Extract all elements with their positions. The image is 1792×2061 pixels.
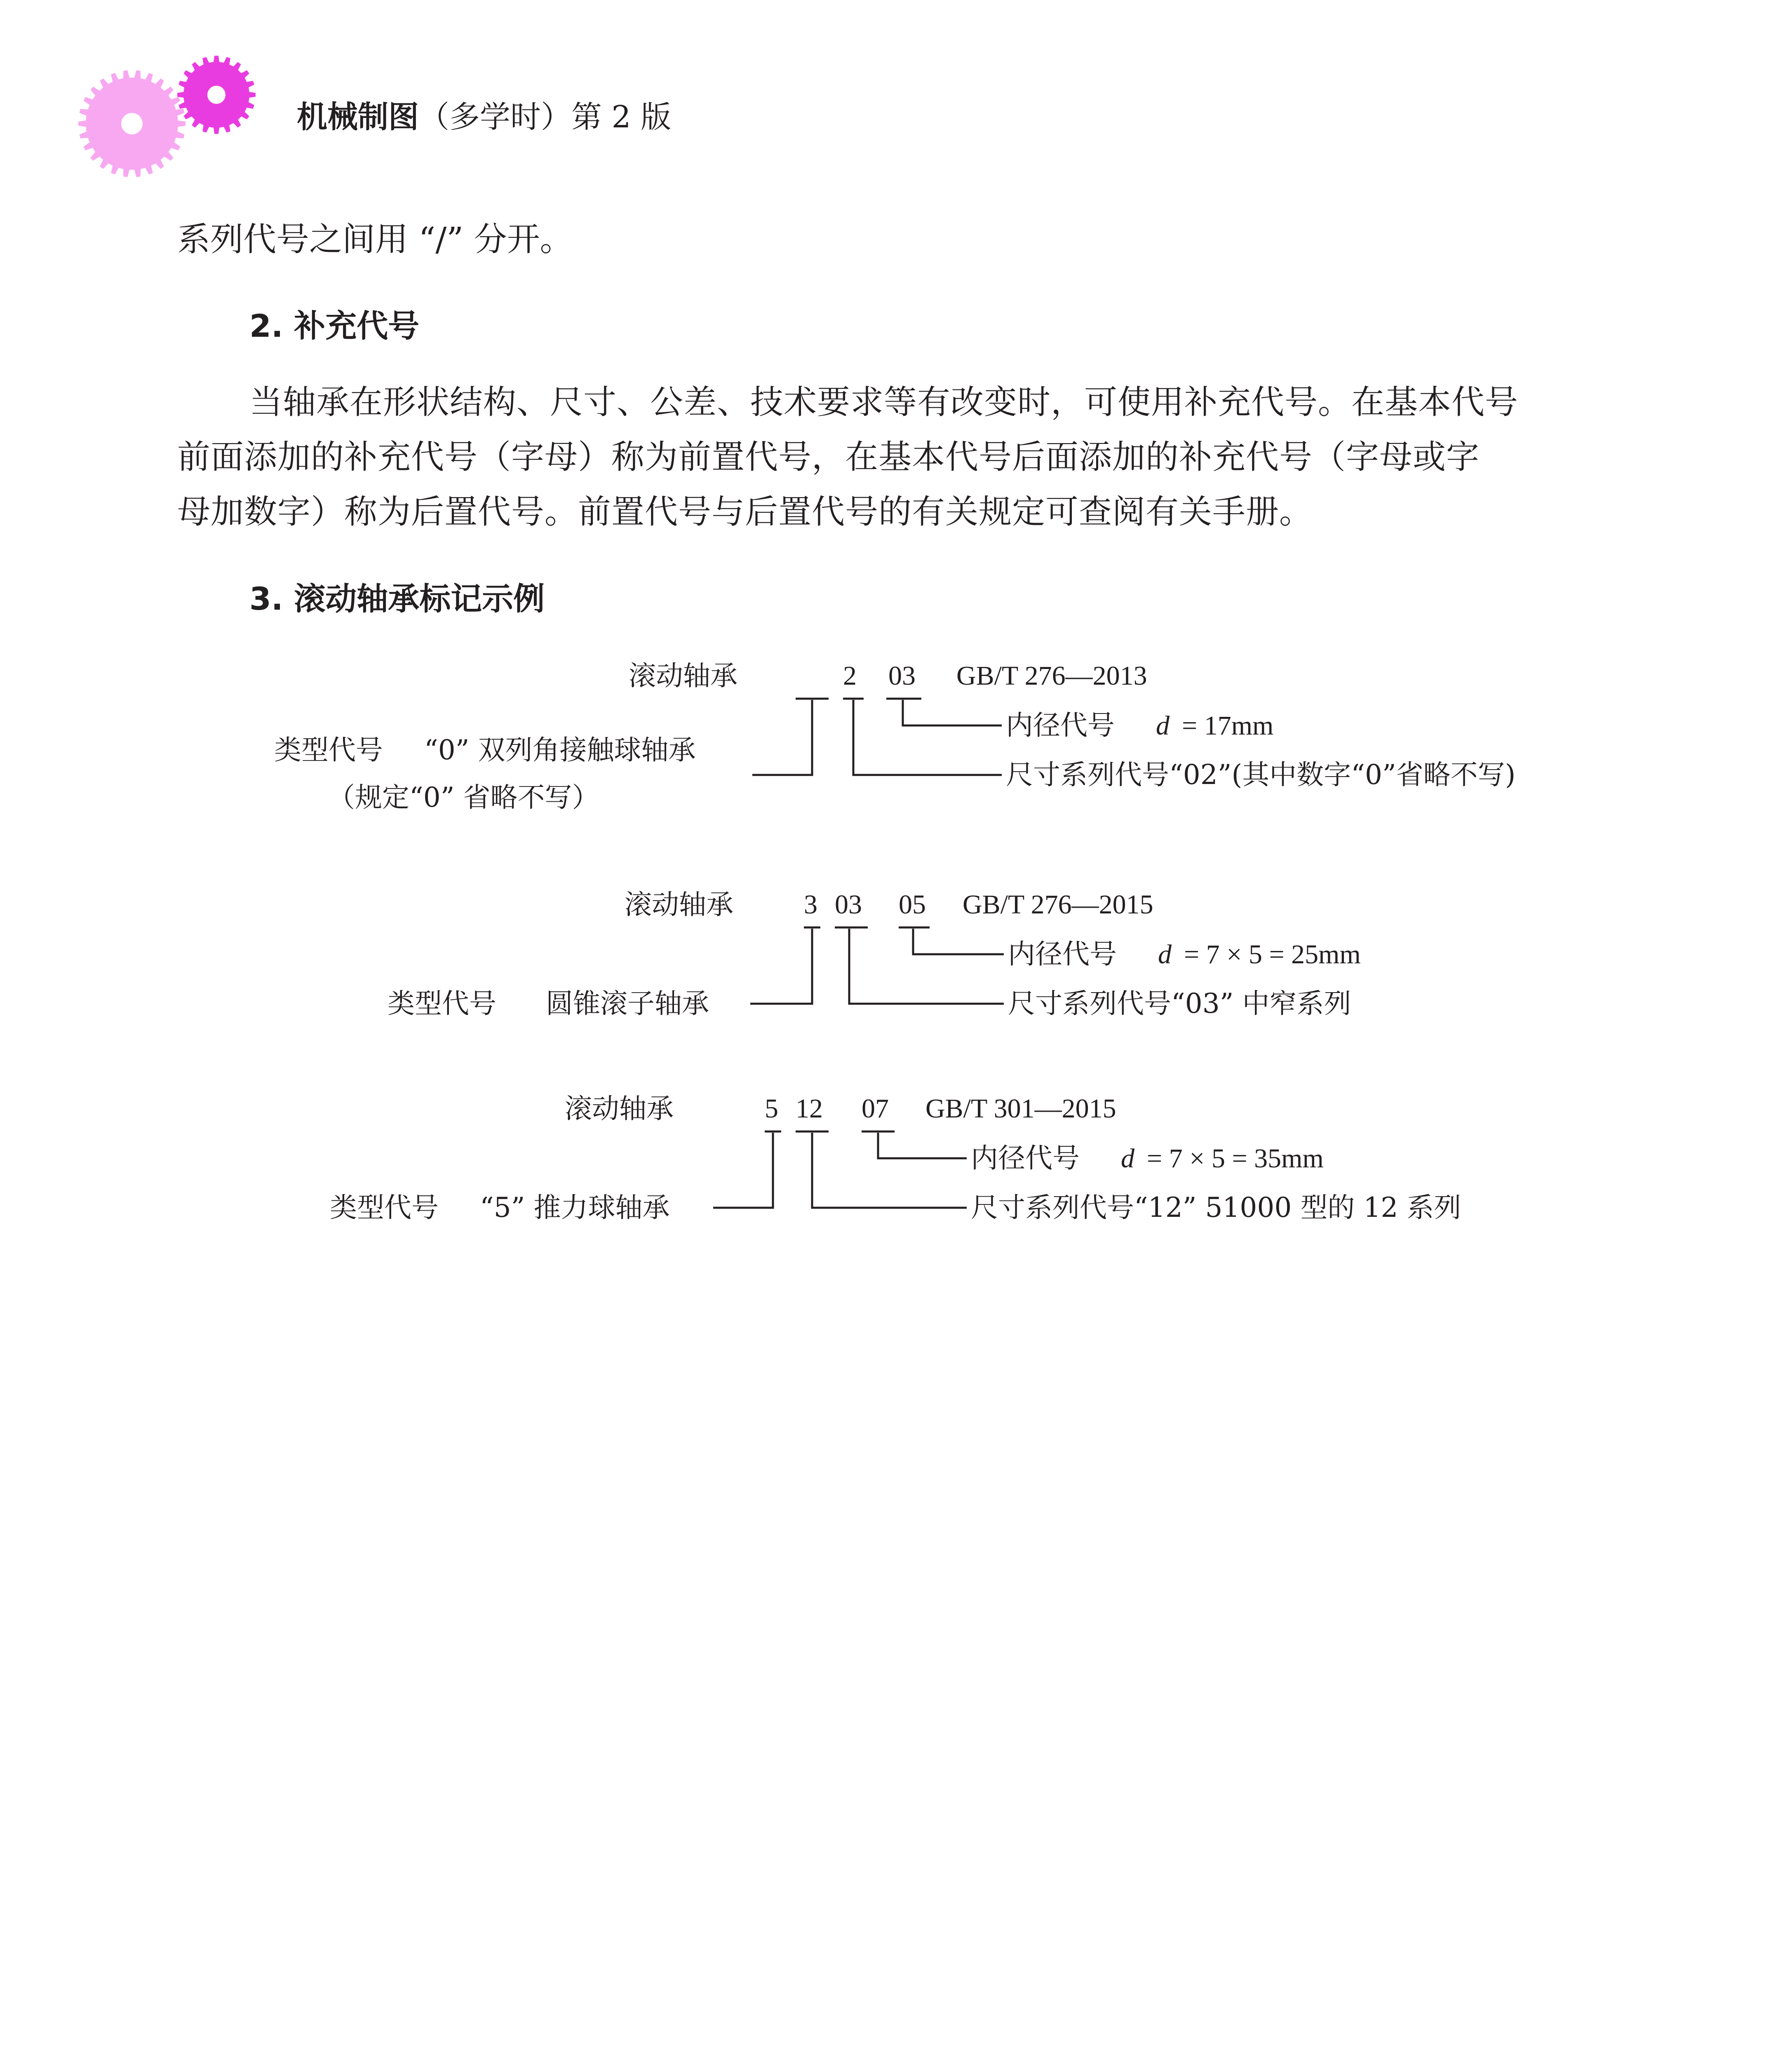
type-code: 3: [804, 890, 817, 920]
header-title: [297, 93, 671, 136]
type-code-label: 类型代号 “5” 推力球轴承: [330, 1192, 670, 1223]
size-series-code: 12: [796, 1094, 823, 1124]
leader-line-size: [853, 700, 1002, 775]
leader-line-bore: [878, 1133, 967, 1158]
paragraph-line: 母加数字）称为后置代号。前置代号与后置代号的有关规定可查阅有关手册。: [177, 493, 1313, 531]
leader-line-type: [713, 1133, 773, 1208]
gear-icon: [177, 56, 256, 134]
book-edition: （多学时）第 2 版: [419, 99, 672, 135]
leader-line-bore: [913, 929, 1004, 954]
size-series-code: 2: [843, 661, 857, 691]
header-gears-logo: [78, 54, 272, 190]
bore-code: 03: [888, 661, 916, 691]
standard-number: GB/T 276—2013: [956, 661, 1147, 691]
book-title: 机械制图: [297, 99, 419, 135]
type-code-note: （规定“0” 省略不写）: [328, 782, 599, 813]
gear-icon: [78, 70, 186, 177]
size-series-label: 尺寸系列代号“03” 中窄系列: [1008, 988, 1351, 1019]
paragraph-line: 前面添加的补充代号（字母）称为前置代号，在基本代号后面添加的补充代号（字母或字: [177, 438, 1480, 476]
section-heading: 2. 补充代号: [249, 308, 420, 344]
type-code-label: 类型代号 “0” 双列角接触球轴承: [274, 734, 696, 766]
bearing-name: 滚动轴承: [565, 1093, 674, 1124]
leader-line-size: [812, 1133, 967, 1208]
bearing-name: 滚动轴承: [625, 889, 733, 920]
size-series-code: 03: [835, 890, 862, 920]
leader-line-bore: [903, 700, 1002, 725]
size-series-label: 尺寸系列代号“02”(其中数字“0”省略不写): [1006, 759, 1516, 791]
leader-line-type: [750, 929, 812, 1004]
type-code: 5: [765, 1094, 778, 1124]
body-line: 系列代号之间用 “/” 分开。: [177, 220, 573, 258]
leader-line-size: [849, 929, 1004, 1004]
bore-code-label: 内径代号 d = 7 × 5 = 25mm: [1008, 938, 1361, 970]
size-series-label: 尺寸系列代号“12” 51000 型的 12 系列: [971, 1192, 1461, 1223]
type-code-label: 类型代号 圆锥滚子轴承: [388, 988, 709, 1019]
leader-line-type: [752, 700, 812, 775]
standard-number: GB/T 301—2015: [925, 1094, 1116, 1124]
bore-code-label: 内径代号 d = 17mm: [1006, 709, 1274, 741]
standard-number: GB/T 276—2015: [963, 890, 1153, 920]
section-heading: 3. 滚动轴承标记示例: [249, 580, 545, 617]
bore-code: 07: [862, 1094, 889, 1124]
paragraph-line: 当轴承在形状结构、尺寸、公差、技术要求等有改变时，可使用补充代号。在基本代号: [249, 383, 1518, 421]
bearing-name: 滚动轴承: [629, 660, 737, 692]
bore-code-label: 内径代号 d = 7 × 5 = 35mm: [971, 1142, 1324, 1174]
bore-code: 05: [899, 890, 926, 920]
